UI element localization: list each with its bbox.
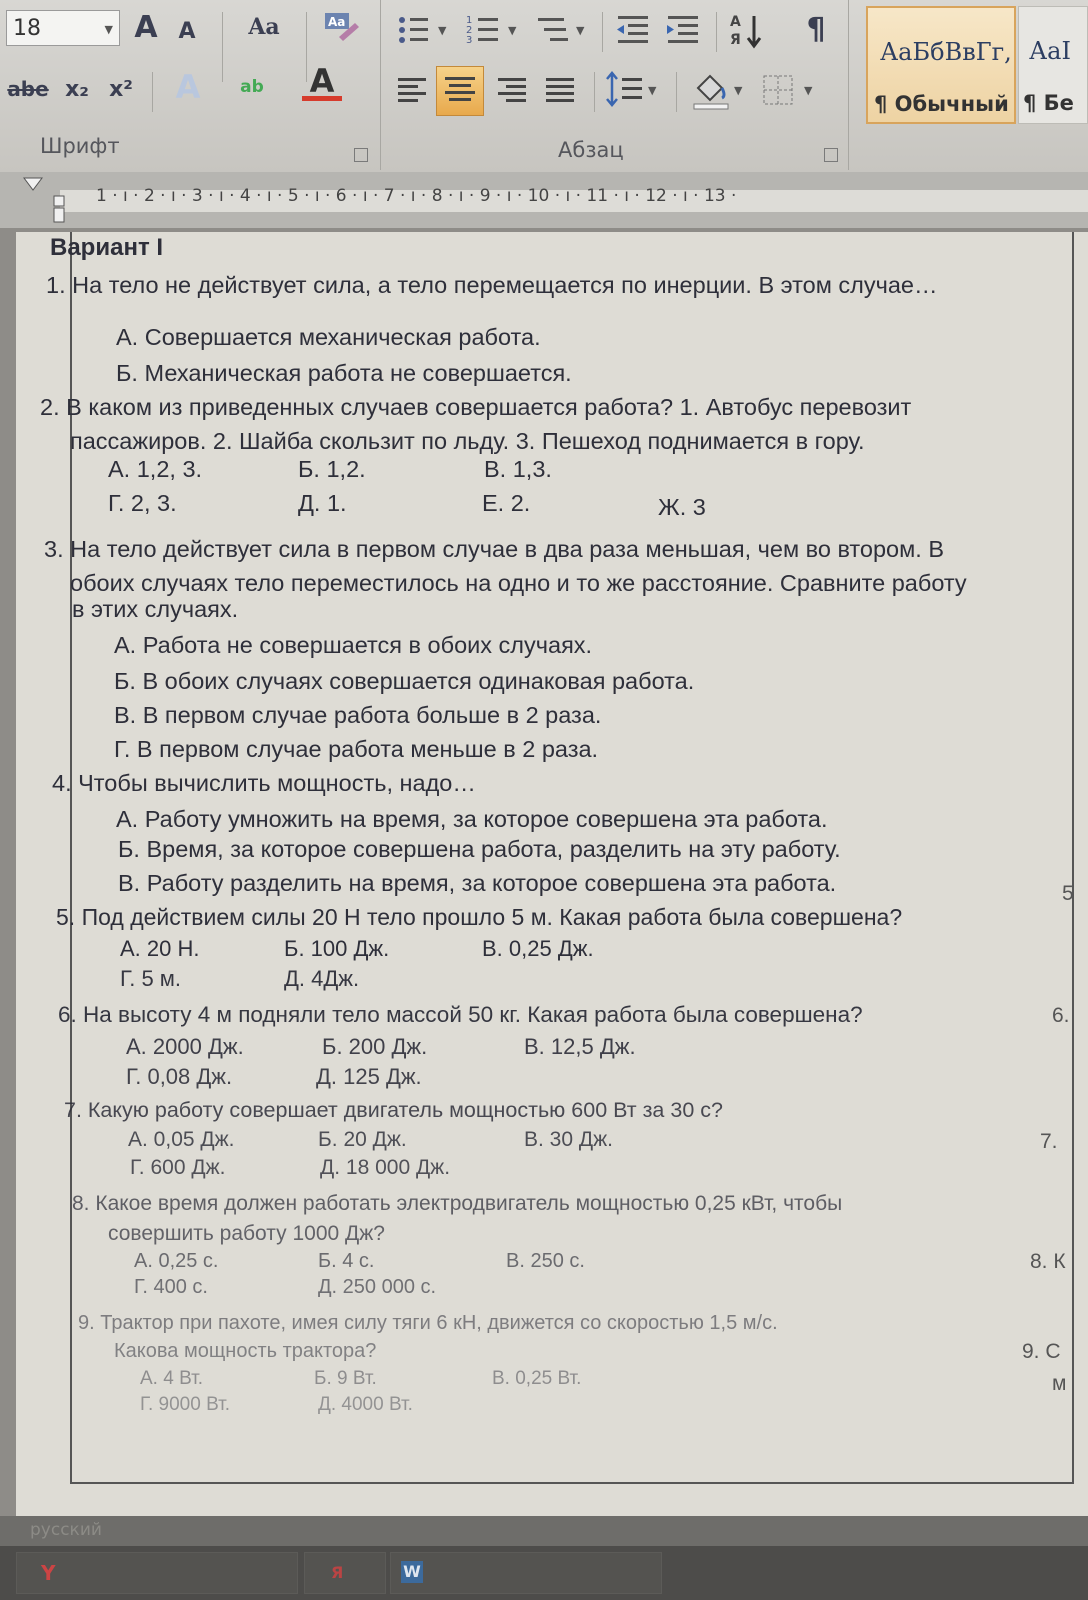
- style-normal-name: ¶ Обычный: [874, 92, 1009, 116]
- answer-option: В. 12,5 Дж.: [524, 1034, 636, 1059]
- app-icon: Я: [331, 1563, 344, 1582]
- style-next-name: ¶ Бе: [1023, 91, 1074, 115]
- answer-option: Б. 200 Дж.: [322, 1034, 428, 1059]
- multilevel-list-icon: [534, 12, 594, 52]
- answer-option: Г. 600 Дж.: [130, 1156, 226, 1179]
- question-line: 9. Трактор при пахоте, имея силу тяги 6 кН, движется со скоростью 1,5 м/с.: [78, 1312, 778, 1334]
- answer-option: В. 0,25 Дж.: [482, 936, 594, 961]
- numbering-button[interactable]: [464, 12, 524, 56]
- borders-icon: [760, 72, 824, 112]
- align-left-icon: [394, 72, 434, 112]
- word-icon: W: [401, 1561, 423, 1583]
- style-no-spacing[interactable]: [1018, 6, 1088, 124]
- shrink-font-button[interactable]: A: [178, 18, 196, 44]
- taskbar: [0, 1546, 1088, 1600]
- justify-button[interactable]: [542, 72, 582, 116]
- bullets-button[interactable]: [394, 12, 454, 56]
- answer-option: Ж. 3: [658, 494, 706, 520]
- taskbar-item-app[interactable]: [304, 1552, 386, 1594]
- shading-button[interactable]: [688, 70, 752, 118]
- question-line: 4. Чтобы вычислить мощность, надо…: [52, 770, 476, 796]
- borders-button[interactable]: [760, 72, 824, 116]
- answer-option: Г. 2, 3.: [108, 490, 177, 516]
- answer-option: А. 0,25 с.: [134, 1250, 219, 1272]
- sort-button[interactable]: [728, 10, 768, 58]
- svg-text:▼: ▼: [734, 84, 743, 97]
- question-line: 6. На высоту 4 м подняли тело массой 50 кг. Какая работа была совершена?: [58, 1002, 863, 1027]
- answer-option: Б. 1,2.: [298, 456, 366, 482]
- separator: [676, 72, 677, 112]
- question-line: 8. Какое время должен работать электродвигатель мощностью 0,25 кВт, чтобы: [72, 1192, 843, 1215]
- svg-text:▼: ▼: [576, 24, 585, 37]
- separator: [380, 0, 381, 170]
- font-dialog-launcher-icon[interactable]: [354, 148, 368, 162]
- paragraph-group-label: Абзац: [558, 138, 624, 162]
- separator: [716, 12, 717, 52]
- svg-text:▼: ▼: [438, 24, 447, 37]
- align-center-button[interactable]: [436, 66, 484, 116]
- right-fragment: 8. К: [1030, 1250, 1066, 1273]
- answer-option: Г. 5 м.: [120, 966, 182, 991]
- yandex-icon: Y: [41, 1561, 56, 1585]
- question-line: 7. Какую работу совершает двигатель мощностью 600 Вт за 30 с?: [64, 1098, 723, 1122]
- separator: [152, 72, 153, 112]
- font-color-button[interactable]: A: [302, 66, 342, 101]
- svg-text:3: 3: [466, 35, 473, 46]
- paint-bucket-icon: [688, 70, 752, 114]
- answer-option: Д. 250 000 с.: [318, 1276, 437, 1298]
- question-line: обоих случаях тело переместилось на одно и то же расстояние. Сравните работу: [70, 570, 967, 596]
- increase-indent-button[interactable]: [664, 12, 704, 56]
- answer-option: Г. В первом случае работа меньше в 2 раза.: [114, 736, 599, 762]
- align-right-icon: [494, 72, 534, 112]
- decrease-indent-button[interactable]: [614, 12, 654, 56]
- bullet-list-icon: [394, 12, 454, 52]
- answer-option: А. Работу умножить на время, за которое совершена эта работа.: [116, 806, 828, 832]
- sort-az-icon: [728, 10, 768, 54]
- subscript-button[interactable]: x₂: [65, 76, 89, 102]
- answer-option: Б. Механическая работа не совершается.: [116, 360, 572, 386]
- font-group-label: Шрифт: [40, 134, 120, 158]
- answer-option: Б. В обоих случаях совершается одинаковая работа.: [114, 668, 695, 694]
- answer-option: Б. 4 с.: [318, 1250, 375, 1272]
- clear-formatting-icon: [321, 7, 361, 43]
- clear-formatting-button[interactable]: [318, 8, 364, 42]
- show-formatting-button[interactable]: ¶: [806, 11, 826, 47]
- question-line: 5. Под действием силы 20 Н тело прошло 5 м. Какая работа была совершена?: [56, 904, 903, 930]
- right-fragment: м: [1052, 1372, 1067, 1395]
- status-bar: [0, 1516, 1088, 1546]
- answer-option: Д. 4Дж.: [284, 966, 360, 991]
- svg-text:2: 2: [466, 25, 473, 36]
- answer-option: А. Работа не совершается в обоих случаях.: [114, 632, 593, 658]
- svg-text:▼: ▼: [648, 84, 657, 97]
- answer-option: В. 250 с.: [506, 1250, 585, 1272]
- answer-option: А. 0,05 Дж.: [128, 1128, 235, 1151]
- question-line: в этих случаях.: [72, 596, 239, 622]
- align-center-icon: [437, 67, 483, 113]
- horizontal-ruler[interactable]: [0, 172, 1088, 228]
- separator: [602, 12, 603, 52]
- grow-font-button[interactable]: A: [134, 9, 158, 45]
- svg-text:1: 1: [466, 15, 473, 26]
- separator: [222, 12, 223, 82]
- answer-option: А. 1,2, 3.: [108, 456, 203, 482]
- answer-option: Б. 9 Вт.: [314, 1368, 377, 1389]
- superscript-button[interactable]: x²: [109, 76, 133, 102]
- answer-option: Е. 2.: [482, 490, 531, 516]
- answer-option: Д. 18 000 Дж.: [320, 1156, 451, 1179]
- right-fragment: 9. С: [1022, 1340, 1061, 1363]
- numbered-list-icon: [464, 12, 524, 52]
- answer-option: Г. 0,08 Дж.: [126, 1064, 233, 1089]
- taskbar-item-word[interactable]: [390, 1552, 662, 1594]
- right-fragment: 6.: [1052, 1004, 1070, 1027]
- answer-option: А. Совершается механическая работа.: [116, 324, 541, 350]
- increase-indent-icon: [664, 12, 704, 52]
- answer-option: В. 1,3.: [484, 456, 552, 482]
- align-right-button[interactable]: [494, 72, 534, 116]
- paragraph-dialog-launcher-icon[interactable]: [824, 148, 838, 162]
- right-fragment: 5: [1062, 882, 1074, 905]
- separator: [594, 72, 595, 112]
- answer-option: Г. 9000 Вт.: [140, 1394, 230, 1415]
- question-line: 1. На тело не действует сила, а тело перемещается по инерции. В этом случае…: [46, 272, 938, 298]
- answer-option: Б. 20 Дж.: [318, 1128, 407, 1151]
- svg-text:▼: ▼: [508, 24, 517, 37]
- style-normal[interactable]: [866, 6, 1016, 124]
- ribbon: [0, 0, 1088, 172]
- answer-option: В. Работу разделить на время, за которое совершена эта работа.: [118, 870, 837, 896]
- line-spacing-icon: [604, 70, 664, 114]
- answer-option: Г. 400 с.: [134, 1276, 208, 1298]
- answer-option: В. 30 Дж.: [524, 1128, 613, 1151]
- multilevel-list-button[interactable]: [534, 12, 594, 56]
- align-left-button[interactable]: [394, 72, 434, 116]
- question-line: пассажиров. 2. Шайба скользит по льду. 3. Пешеход поднимается в гору.: [70, 428, 865, 454]
- right-fragment: 7.: [1040, 1130, 1058, 1153]
- strikethrough-button[interactable]: abe: [7, 77, 49, 101]
- question-line: 3. На тело действует сила в первом случае в два раза меньшая, чем во втором. В: [44, 536, 945, 562]
- answer-option: Д. 1.: [298, 490, 347, 516]
- answer-option: Д. 125 Дж.: [316, 1064, 422, 1089]
- text-effects-button[interactable]: A: [175, 68, 201, 106]
- variant-title: Вариант I: [50, 234, 164, 261]
- answer-option: А. 2000 Дж.: [126, 1034, 244, 1059]
- indent-marker-icon[interactable]: [20, 176, 74, 226]
- svg-text:Aa: Aa: [328, 15, 346, 29]
- answer-option: А. 4 Вт.: [140, 1368, 203, 1389]
- answer-option: В. В первом случае работа больше в 2 раза.: [114, 702, 602, 728]
- question-line: Какова мощность трактора?: [114, 1340, 377, 1362]
- ruler-marks: 1 · ı · 2 · ı · 3 · ı · 4 · ı · 5 · ı · 6 · ı · 7 · ı · 8 · ı · 9 · ı · 10 · ı · 11 · ı · 12 · ı · 13 ·: [96, 186, 737, 206]
- answer-option: В. 0,25 Вт.: [492, 1368, 582, 1389]
- svg-text:▼: ▼: [804, 84, 813, 97]
- style-next-sample: АаІ: [1029, 37, 1071, 65]
- chevron-down-icon[interactable]: ▼: [104, 23, 113, 36]
- highlight-button[interactable]: ab: [240, 77, 264, 97]
- decrease-indent-icon: [614, 12, 654, 52]
- question-line: совершить работу 1000 Дж?: [108, 1222, 385, 1245]
- taskbar-item-browser[interactable]: [16, 1552, 298, 1594]
- answer-option: Б. Время, за которое совершена работа, разделить на эту работу.: [118, 836, 841, 862]
- svg-text:Я: Я: [730, 32, 741, 48]
- answer-option: Д. 4000 Вт.: [318, 1394, 413, 1415]
- answer-option: А. 20 Н.: [120, 936, 200, 961]
- change-case-button[interactable]: Aa: [248, 14, 280, 40]
- svg-text:A: A: [730, 14, 741, 30]
- font-size-value: 18: [13, 15, 41, 41]
- line-spacing-button[interactable]: [604, 70, 664, 118]
- separator: [848, 0, 849, 170]
- language-indicator[interactable]: русский: [30, 1520, 102, 1540]
- style-normal-sample: АаБбВвГг,: [880, 38, 1012, 66]
- font-size-combobox[interactable]: [6, 10, 120, 46]
- answer-option: Б. 100 Дж.: [284, 936, 390, 961]
- question-line: 2. В каком из приведенных случаев совершается работа? 1. Автобус перевозит: [40, 394, 912, 420]
- justify-icon: [542, 72, 582, 112]
- document-page[interactable]: [16, 232, 1088, 1516]
